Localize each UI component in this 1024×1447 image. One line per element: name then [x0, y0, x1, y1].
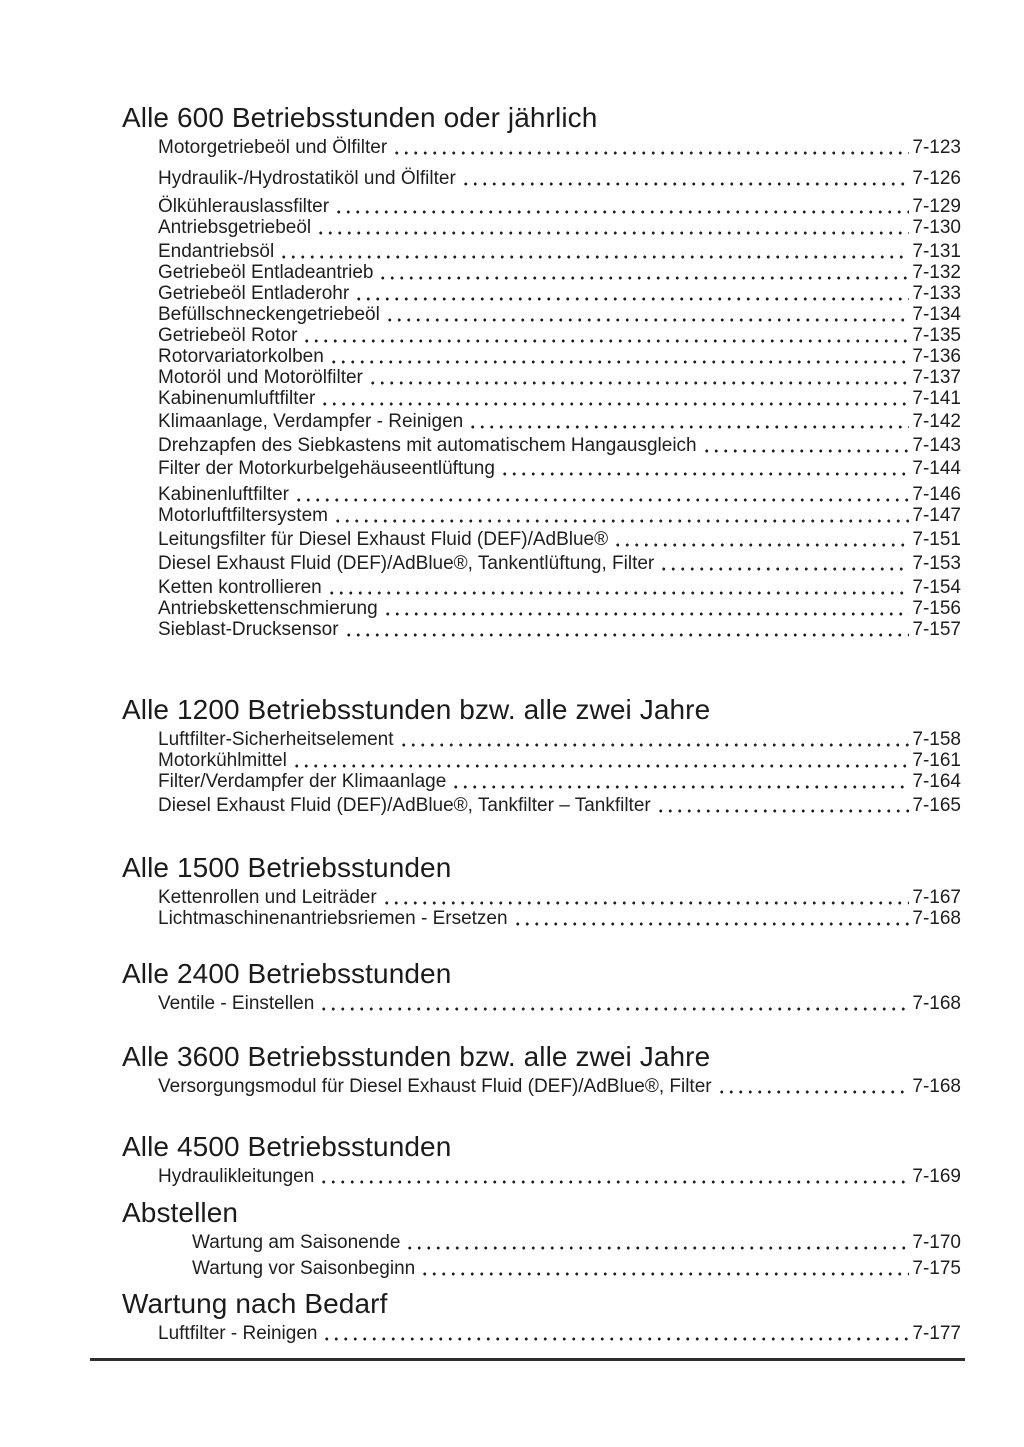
entry-title: Filter der Motorkurbelgehäuseentlüftung [158, 458, 495, 479]
toc-entry [158, 458, 961, 479]
entry-title: Filter/Verdampfer der Klimaanlage [158, 771, 447, 792]
toc-section [0, 853, 961, 929]
toc-entry [158, 750, 961, 771]
dot-leader [319, 1166, 909, 1187]
entry-page-number: 7-153 [912, 553, 961, 574]
entry-page-number: 7-132 [912, 262, 961, 283]
entry-page-number: 7-157 [912, 619, 961, 640]
dot-leader [383, 598, 910, 619]
entry-page-number: 7-130 [912, 217, 961, 238]
entry-title: Hydraulikleitungen [158, 1166, 315, 1187]
entry-page-number: 7-170 [912, 1232, 961, 1253]
dot-leader [468, 411, 909, 432]
entry-page-number: 7-156 [912, 598, 961, 619]
entry-title: Kabinenumluftfilter [158, 388, 316, 409]
entry-page-number: 7-161 [912, 750, 961, 771]
toc-section [0, 959, 961, 1014]
entry-title: Klimaanlage, Verdampfer - Reinigen [158, 411, 464, 432]
entry-title: Antriebsgetriebeöl [158, 217, 312, 238]
dot-leader [513, 908, 910, 929]
toc-entry [158, 435, 961, 456]
toc-entry [192, 1232, 961, 1253]
dot-leader [656, 795, 910, 816]
toc-entry [158, 217, 961, 238]
entry-page-number: 7-142 [912, 411, 961, 432]
toc-entry [158, 908, 961, 929]
entry-page-number: 7-151 [912, 529, 961, 550]
entry-title: Ventile - Einstellen [158, 993, 315, 1014]
entry-title: Sieblast-Drucksensor [158, 619, 339, 640]
toc-section [0, 1042, 961, 1097]
toc-entry [158, 137, 961, 158]
toc-entry [158, 529, 961, 550]
toc-entry [158, 1323, 961, 1344]
toc-section [0, 103, 961, 640]
dot-leader [302, 325, 909, 346]
entry-title: Leitungsfilter für Diesel Exhaust Fluid (DEF)/AdBlue® [158, 529, 609, 550]
dot-leader [405, 1232, 909, 1253]
toc-entry [192, 1258, 961, 1279]
entry-page-number: 7-126 [912, 168, 961, 189]
dot-leader [613, 529, 909, 550]
entry-title: Getriebeöl Entladerohr [158, 283, 350, 304]
entry-title: Wartung am Saisonende [192, 1232, 401, 1253]
entry-title: Hydraulik-/Hydrostatiköl und Ölfilter [158, 168, 456, 189]
section-heading: Alle 3600 Betriebsstunden bzw. alle zwei Jahre [122, 1041, 711, 1072]
entry-page-number: 7-168 [912, 1076, 961, 1097]
toc-entry [158, 887, 961, 908]
entry-title: Rotorvariatorkolben [158, 346, 324, 367]
entry-page-number: 7-137 [912, 367, 961, 388]
entry-page-number: 7-147 [912, 505, 961, 526]
toc-entry [158, 771, 961, 792]
toc-entry [158, 196, 961, 217]
entry-title: Motorgetriebeöl und Ölfilter [158, 137, 388, 158]
entry-title: Ketten kontrollieren [158, 577, 322, 598]
section-heading: Alle 1200 Betriebsstunden bzw. alle zwei Jahre [122, 694, 711, 725]
toc-entry [158, 598, 961, 619]
entry-page-number: 7-154 [912, 577, 961, 598]
dot-leader [399, 729, 910, 750]
entry-page-number: 7-168 [912, 908, 961, 929]
toc-entry [158, 505, 961, 526]
entry-page-number: 7-141 [912, 388, 961, 409]
dot-leader [702, 435, 910, 456]
entry-page-number: 7-129 [912, 196, 961, 217]
toc-sections [0, 103, 961, 1344]
toc-entry [158, 484, 961, 505]
toc-entry [158, 795, 961, 816]
entry-page-number: 7-123 [912, 137, 961, 158]
entry-page-number: 7-175 [912, 1258, 961, 1279]
entry-page-number: 7-165 [912, 795, 961, 816]
dot-leader [329, 346, 910, 367]
entry-title: Lichtmaschinenantriebsriemen - Ersetzen [158, 908, 508, 929]
entry-page-number: 7-135 [912, 325, 961, 346]
entry-title: Luftfilter-Sicherheitselement [158, 729, 394, 750]
dot-leader [334, 196, 909, 217]
entry-title: Getriebeöl Rotor [158, 325, 298, 346]
section-heading: Abstellen [122, 1197, 239, 1228]
section-heading: Alle 2400 Betriebsstunden [122, 958, 452, 989]
dot-leader [344, 619, 910, 640]
toc-section [0, 1289, 961, 1344]
dot-leader [320, 388, 909, 409]
toc-section [0, 1198, 961, 1279]
entry-page-number: 7-134 [912, 304, 961, 325]
toc-entry [158, 283, 961, 304]
entry-title: Motoröl und Motorölfilter [158, 367, 363, 388]
dot-leader [382, 887, 910, 908]
toc-entry [158, 262, 961, 283]
dot-leader [327, 577, 910, 598]
toc-section [0, 695, 961, 816]
toc-entry [158, 577, 961, 598]
entry-title: Diesel Exhaust Fluid (DEF)/AdBlue®, Tankentlüftung, Filter [158, 553, 655, 574]
dot-leader [420, 1258, 909, 1279]
section-heading: Alle 4500 Betriebsstunden [122, 1131, 452, 1162]
dot-leader [368, 367, 910, 388]
entry-title: Motorluftfiltersystem [158, 505, 328, 526]
dot-leader [322, 1323, 909, 1344]
entry-page-number: 7-131 [912, 241, 961, 262]
toc-entry [158, 346, 961, 367]
toc-entry [158, 367, 961, 388]
toc-entry [158, 411, 961, 432]
entry-page-number: 7-167 [912, 887, 961, 908]
toc-entry [158, 1076, 961, 1097]
dot-leader [378, 262, 909, 283]
dot-leader [461, 168, 910, 189]
entry-page-number: 7-143 [912, 435, 961, 456]
toc-entry [158, 1166, 961, 1187]
dot-leader [279, 241, 909, 262]
section-heading: Wartung nach Bedarf [122, 1288, 388, 1319]
dot-leader [292, 750, 910, 771]
entry-title: Luftfilter - Reinigen [158, 1323, 318, 1344]
dot-leader [392, 137, 909, 158]
toc-entry [158, 553, 961, 574]
entry-page-number: 7-158 [912, 729, 961, 750]
entry-title: Versorgungsmodul für Diesel Exhaust Fluid (DEF)/AdBlue®, Filter [158, 1076, 712, 1097]
dot-leader [333, 505, 909, 526]
entry-title: Ölkühlerauslassfilter [158, 196, 330, 217]
entry-page-number: 7-136 [912, 346, 961, 367]
dot-leader [385, 304, 910, 325]
entry-title: Kettenrollen und Leiträder [158, 887, 377, 908]
section-heading: Alle 600 Betriebsstunden oder jährlich [122, 102, 598, 133]
entry-title: Endantriebsöl [158, 241, 275, 262]
toc-entry [158, 619, 961, 640]
toc-entry [158, 729, 961, 750]
entry-page-number: 7-133 [912, 283, 961, 304]
entry-title: Befüllschneckengetriebeöl [158, 304, 380, 325]
toc-entry [158, 993, 961, 1014]
dot-leader [319, 993, 909, 1014]
toc-entry [158, 388, 961, 409]
dot-leader [500, 458, 909, 479]
entry-page-number: 7-164 [912, 771, 961, 792]
dot-leader [294, 484, 909, 505]
entry-title: Wartung vor Saisonbeginn [192, 1258, 416, 1279]
entry-title: Motorkühlmittel [158, 750, 287, 771]
dot-leader [659, 553, 909, 574]
toc-entry [158, 325, 961, 346]
entry-title: Antriebskettenschmierung [158, 598, 378, 619]
entry-title: Diesel Exhaust Fluid (DEF)/AdBlue®, Tankfilter – Tankfilter [158, 795, 651, 816]
toc-entry [158, 241, 961, 262]
footer-rule [90, 1358, 965, 1361]
entry-title: Drehzapfen des Siebkastens mit automatischem Hangausgleich [158, 435, 697, 456]
toc-section [0, 1132, 961, 1187]
entry-page-number: 7-177 [912, 1323, 961, 1344]
entry-page-number: 7-168 [912, 993, 961, 1014]
toc-entry [158, 168, 961, 189]
entry-page-number: 7-144 [912, 458, 961, 479]
entry-title: Kabinenluftfilter [158, 484, 289, 505]
toc-entry [158, 304, 961, 325]
entry-page-number: 7-169 [912, 1166, 961, 1187]
dot-leader [451, 771, 909, 792]
entry-title: Getriebeöl Entladeantrieb [158, 262, 374, 283]
entry-page-number: 7-146 [912, 484, 961, 505]
section-heading: Alle 1500 Betriebsstunden [122, 852, 452, 883]
dot-leader [717, 1076, 910, 1097]
dot-leader [316, 217, 909, 238]
dot-leader [354, 283, 909, 304]
